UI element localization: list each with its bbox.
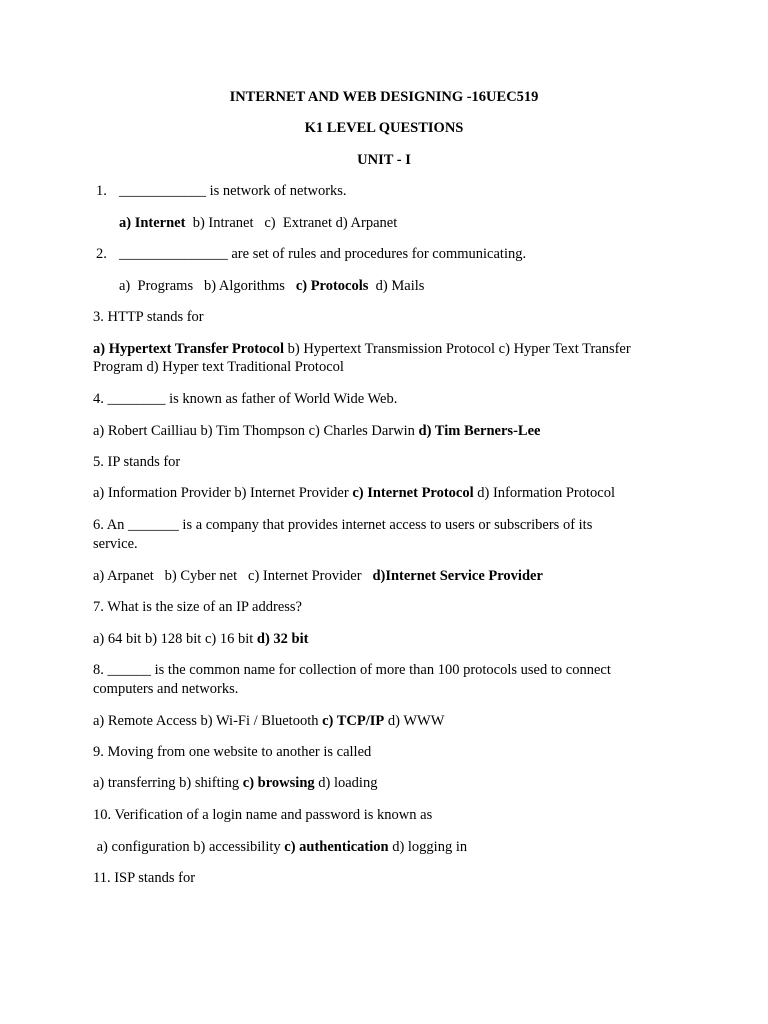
- question-8-options-after: d) WWW: [384, 713, 445, 729]
- question-10-text: 10. Verification of a login name and password is known as: [93, 807, 433, 823]
- question-9-text: 9. Moving from one website to another is called: [93, 744, 372, 760]
- question-3-other-options: b) Hypertext Transmission Protocol c) Hyper Text Transfer: [284, 341, 631, 357]
- question-1-text: ____________ is network of networks.: [119, 183, 347, 199]
- question-4-options-before: a) Robert Cailliau b) Tim Thompson c) Charles Darwin: [93, 423, 419, 439]
- question-5-options: [93, 484, 615, 502]
- question-7-text: 7. What is the size of an IP address?: [93, 599, 302, 615]
- question-2-options-before: a) Programs b) Algorithms: [119, 278, 296, 294]
- question-3-options-line-2: Program d) Hyper text Traditional Protocol: [93, 359, 344, 375]
- question-4-text: 4. ________ is known as father of World Wide Web.: [93, 391, 398, 407]
- question-8-options: [93, 712, 444, 730]
- question-10-options-after: d) logging in: [388, 839, 468, 855]
- question-1-answer: a) Internet: [119, 215, 186, 231]
- question-5-options-after: d) Information Protocol: [473, 485, 615, 501]
- question-10-answer: c) authentication: [284, 839, 389, 855]
- question-6-text-line-2: service.: [93, 536, 138, 552]
- document-subtitle: K1 LEVEL QUESTIONS: [304, 120, 464, 136]
- document-title: INTERNET AND WEB DESIGNING -16UEC519: [229, 89, 539, 105]
- question-5-options-before: a) Information Provider b) Internet Provider: [93, 485, 353, 501]
- question-9-options: [93, 774, 377, 792]
- question-11-text: 11. ISP stands for: [93, 870, 196, 886]
- question-1-number: 1.: [96, 183, 107, 199]
- question-5-text: 5. IP stands for: [93, 454, 181, 470]
- question-10-options-before: a) configuration b) accessibility: [93, 839, 285, 855]
- question-6-options-before: a) Arpanet b) Cyber net c) Internet Provider: [93, 568, 373, 584]
- question-2-options-after: d) Mails: [368, 278, 425, 294]
- question-9-options-after: d) loading: [314, 775, 378, 791]
- question-2-answer: c) Protocols: [295, 278, 369, 294]
- question-10-options: [93, 838, 467, 856]
- question-4-options: [93, 422, 540, 440]
- question-2-text: _______________ are set of rules and procedures for communicating.: [119, 246, 527, 262]
- question-8-text-line-2: computers and networks.: [93, 681, 239, 697]
- question-3-options-line-1: [93, 340, 631, 358]
- question-9-answer: c) browsing: [242, 775, 315, 791]
- question-3-answer: a) Hypertext Transfer Protocol: [93, 341, 284, 357]
- question-4-answer: d) Tim Berners-Lee: [418, 423, 541, 439]
- question-2-options: [119, 277, 424, 295]
- unit-heading: UNIT - I: [357, 152, 411, 168]
- question-7-options-before: a) 64 bit b) 128 bit c) 16 bit: [93, 631, 257, 647]
- question-6-answer: d)Internet Service Provider: [372, 568, 543, 584]
- question-1-other-options: b) Intranet c) Extranet d) Arpanet: [185, 215, 398, 231]
- question-6-text-line-1: 6. An _______ is a company that provides internet access to users or subscribers of its: [93, 517, 593, 533]
- question-1-options: [119, 214, 397, 232]
- question-8-answer: c) TCP/IP: [322, 713, 385, 729]
- question-8-options-before: a) Remote Access b) Wi-Fi / Bluetooth: [93, 713, 323, 729]
- question-2-number: 2.: [96, 246, 107, 262]
- question-5-answer: c) Internet Protocol: [352, 485, 474, 501]
- question-8-text-line-1: 8. ______ is the common name for collection of more than 100 protocols used to connect: [93, 662, 611, 678]
- question-7-options: [93, 630, 308, 648]
- question-7-answer: d) 32 bit: [256, 631, 309, 647]
- question-9-options-before: a) transferring b) shifting: [93, 775, 243, 791]
- question-6-options: [93, 567, 543, 585]
- question-3-text: 3. HTTP stands for: [93, 309, 204, 325]
